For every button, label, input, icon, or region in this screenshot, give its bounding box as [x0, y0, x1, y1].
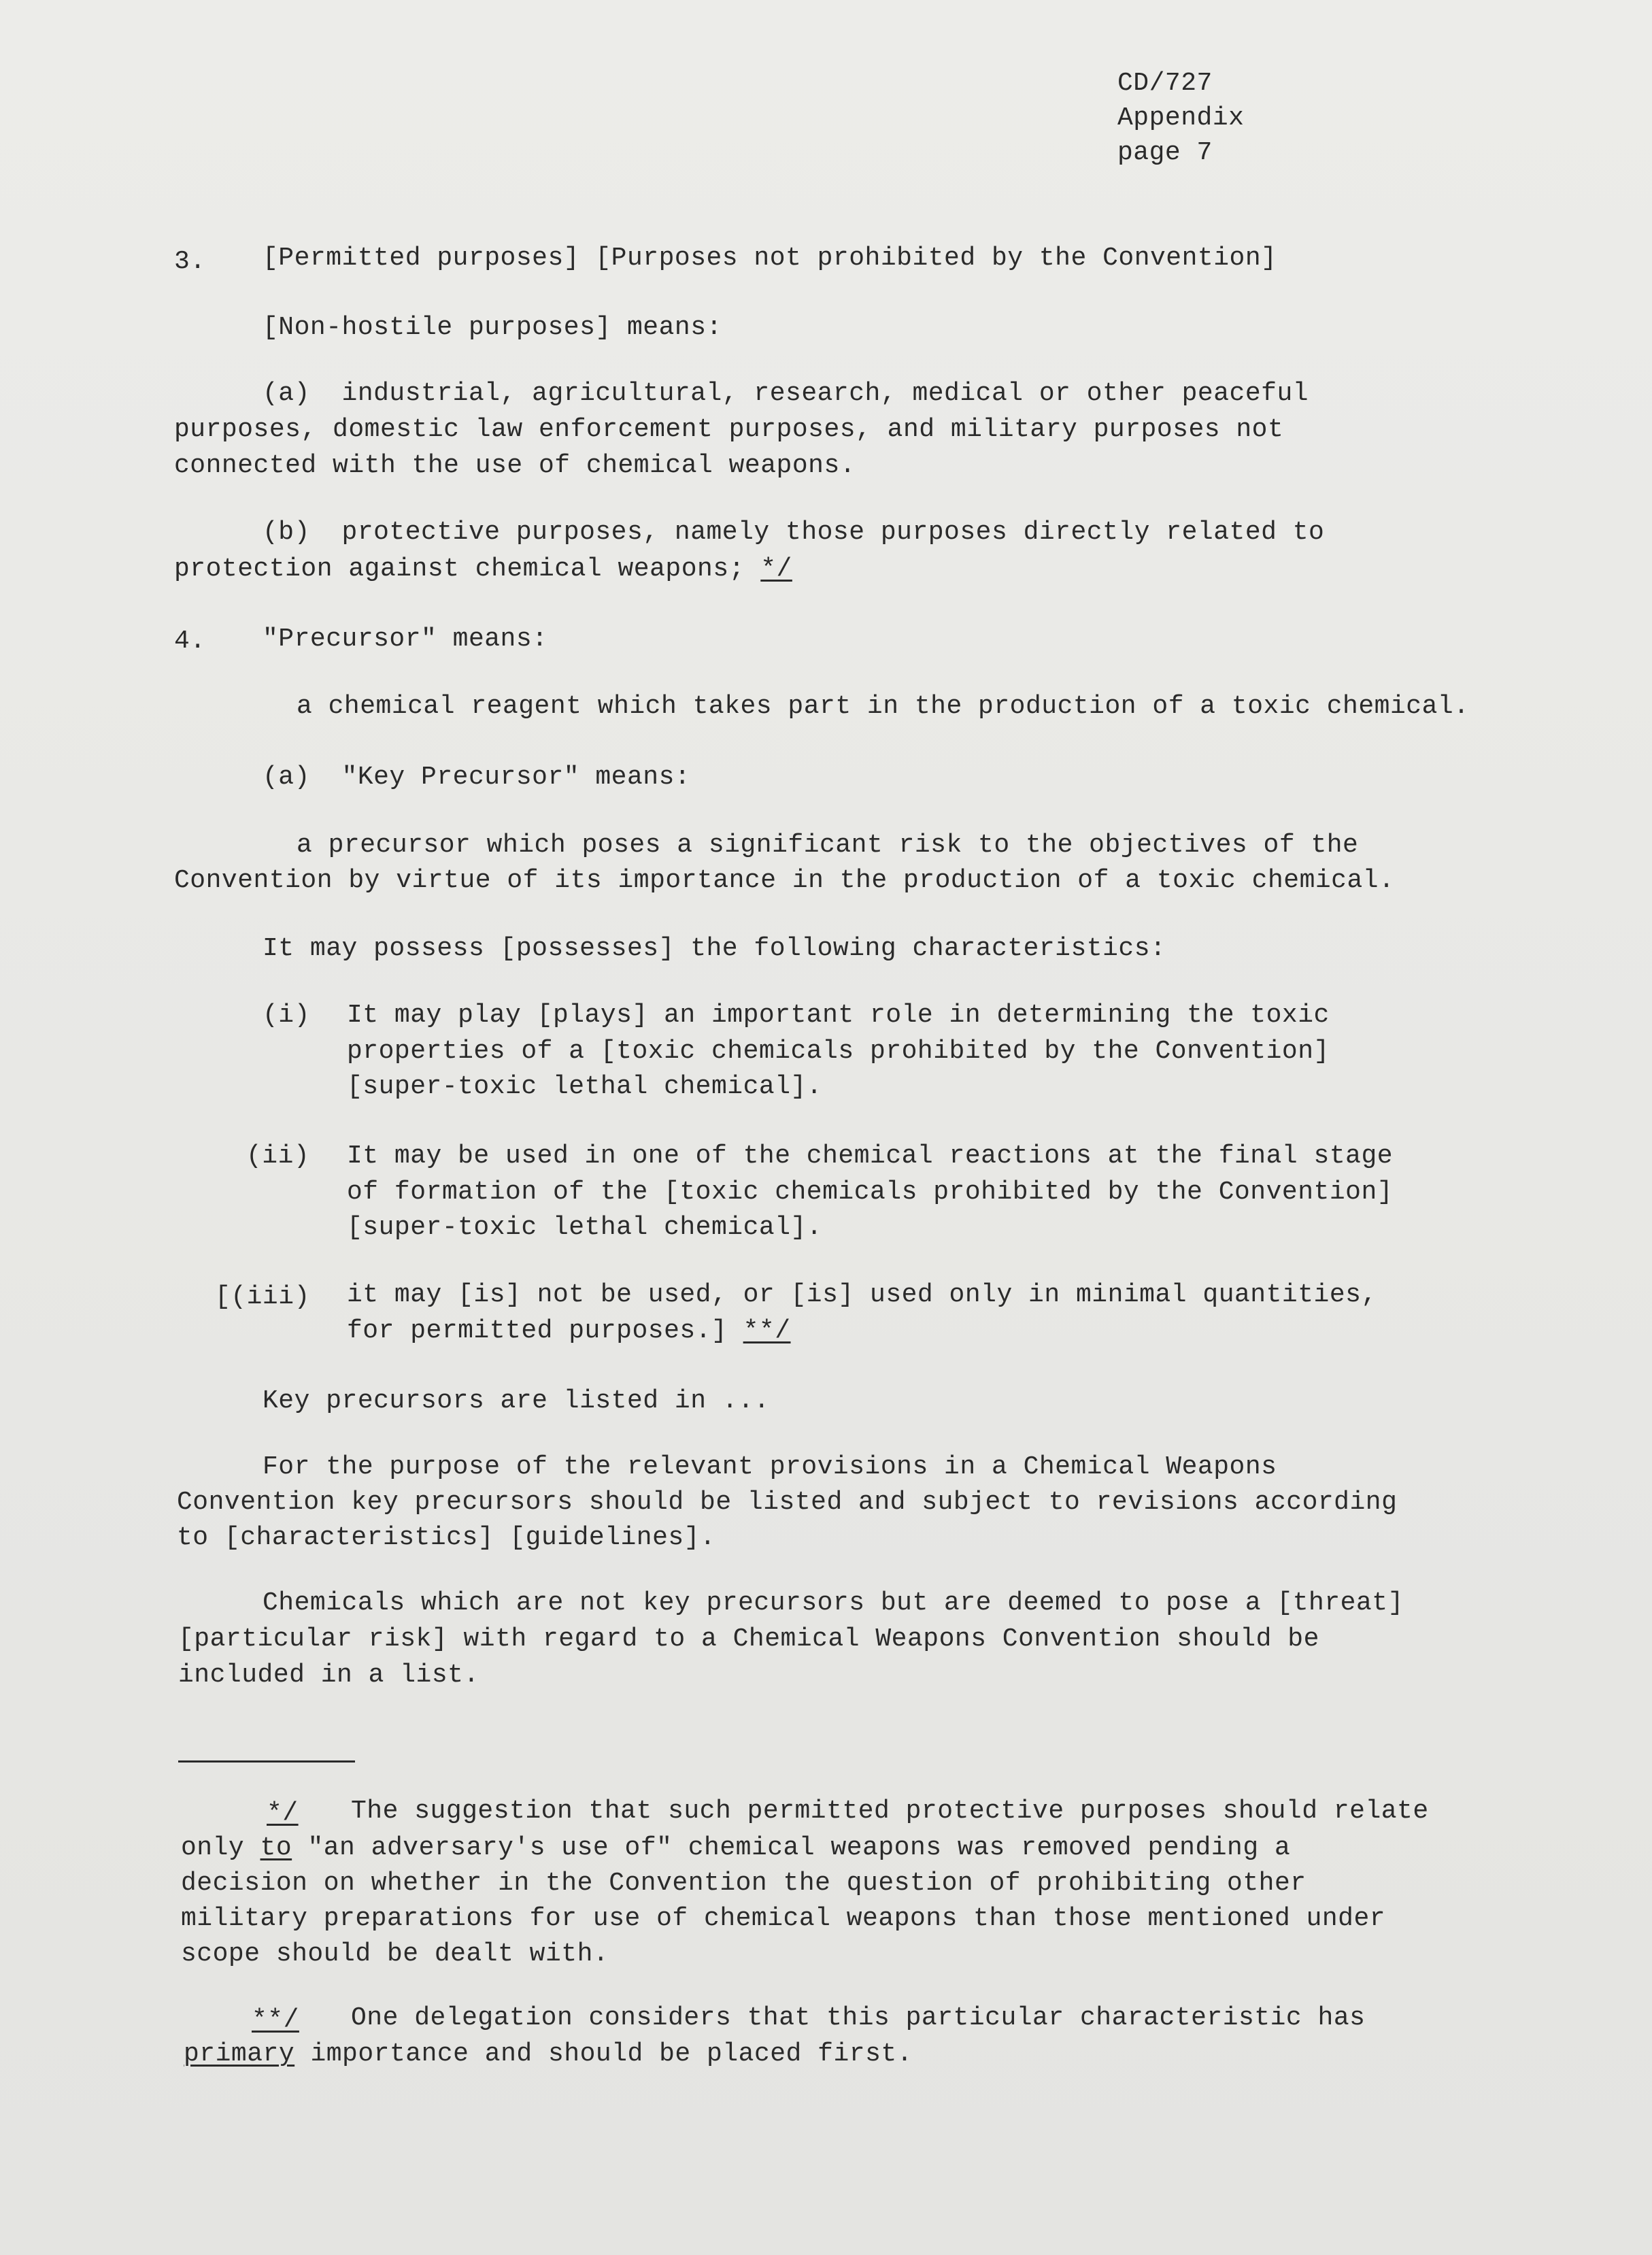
chemicals-line-1: Chemicals which are not key precursors but are deemed to pose a [threat] [263, 1588, 1404, 1618]
footnote-2-line-1: One delegation considers that this particular characteristic has [351, 2003, 1366, 2033]
item-i-line-2: properties of a [toxic chemicals prohibited by the Convention] [347, 1037, 1330, 1066]
item-iii-line-1: it may [is] not be used, or [is] used only in minimal quantities, [347, 1280, 1377, 1309]
footnote-1-line-1: The suggestion that such permitted protective purposes should relate [351, 1797, 1429, 1826]
item-ii-line-1: It may be used in one of the chemical reactions at the final stage [347, 1141, 1394, 1171]
para-3b-text: protection against chemical weapons; [174, 554, 745, 584]
para-3a-line-2: purposes, domestic law enforcement purposes, and military purposes not [174, 415, 1284, 444]
para-3-heading: [Permitted purposes] [Purposes not prohibited by the Convention] [263, 244, 1277, 273]
footnote-2-line-2-underlined: primary [184, 2039, 295, 2069]
footnote-1-line-2-pre: only [181, 1833, 260, 1863]
item-iii-number: [(iii) [215, 1282, 310, 1312]
footnote-1-line-2 [181, 1830, 1290, 1867]
para-4-heading: "Precursor" means: [263, 624, 548, 654]
key-precursors-listed: Key precursors are listed in ... [263, 1386, 770, 1416]
para-4a-characteristics: It may possess [possesses] the following characteristics: [263, 934, 1166, 963]
item-iii-line-2 [347, 1313, 791, 1350]
footnote-1-line-2-post: "an adversary's use of" chemical weapons was removed pending a [292, 1833, 1291, 1863]
footnote-1-mark [267, 1795, 299, 1832]
item-i-line-3: [super-toxic lethal chemical]. [347, 1072, 823, 1101]
para-4a-line-1: a precursor which poses a significant risk to the objectives of the [297, 831, 1359, 860]
item-ii-number: (ii) [246, 1141, 310, 1171]
footnote-1-line-5: scope should be dealt with. [181, 1939, 609, 1969]
footnote-1-line-4: military preparations for use of chemical weapons than those mentioned under [181, 1904, 1386, 1933]
para-4a-heading: (a) "Key Precursor" means: [263, 763, 691, 792]
chemicals-line-3: included in a list. [178, 1660, 479, 1690]
item-ii-line-2: of formation of the [toxic chemicals prohibited by the Convention] [347, 1177, 1394, 1207]
footnote-2-mark [252, 2002, 299, 2039]
footnote-ref-2: **/ [743, 1316, 791, 1346]
para-3b-line-2 [174, 551, 792, 588]
purpose-line-1: For the purpose of the relevant provisions in a Chemical Weapons [263, 1452, 1277, 1482]
footnote-ref-1: */ [760, 554, 792, 584]
item-ii-line-3: [super-toxic lethal chemical]. [347, 1213, 823, 1242]
footnote-1-line-3: decision on whether in the Convention the question of prohibiting other [181, 1869, 1307, 1898]
para-4-number: 4. [174, 627, 206, 656]
doc-number: CD/727 [1117, 69, 1213, 98]
purpose-line-2: Convention key precursors should be listed and subject to revisions according [177, 1488, 1398, 1517]
purpose-line-3: to [characteristics] [guidelines]. [177, 1523, 716, 1552]
para-3-number: 3. [174, 247, 206, 276]
item-iii-text: for permitted purposes.] [347, 1316, 728, 1346]
para-3-subheading: [Non-hostile purposes] means: [263, 313, 722, 342]
para-3a-line-3: connected with the use of chemical weapons. [174, 451, 856, 480]
footnote-2-mark-text: **/ [252, 2005, 299, 2035]
footnote-2-line-2-post: importance and should be placed first. [294, 2039, 913, 2069]
chemicals-line-2: [particular risk] with regard to a Chemical Weapons Convention should be [178, 1624, 1319, 1654]
doc-section: Appendix [1117, 103, 1245, 133]
footnote-2-line-2 [184, 2036, 913, 2073]
para-3b-line-1: (b) protective purposes, namely those purposes directly related to [263, 518, 1325, 547]
item-i-line-1: It may play [plays] an important role in determining the toxic [347, 1001, 1330, 1030]
footnote-1-mark-text: */ [267, 1799, 299, 1828]
footnote-divider [178, 1760, 355, 1763]
para-3a-line-1: (a) industrial, agricultural, research, medical or other peaceful [263, 379, 1309, 408]
page-number: page 7 [1117, 138, 1213, 167]
item-i-number: (i) [263, 1001, 310, 1030]
footnote-1-line-2-underlined: to [260, 1833, 292, 1863]
para-4a-line-2: Convention by virtue of its importance in the production of a toxic chemical. [174, 866, 1395, 895]
para-4-definition: a chemical reagent which takes part in the production of a toxic chemical. [297, 692, 1470, 721]
